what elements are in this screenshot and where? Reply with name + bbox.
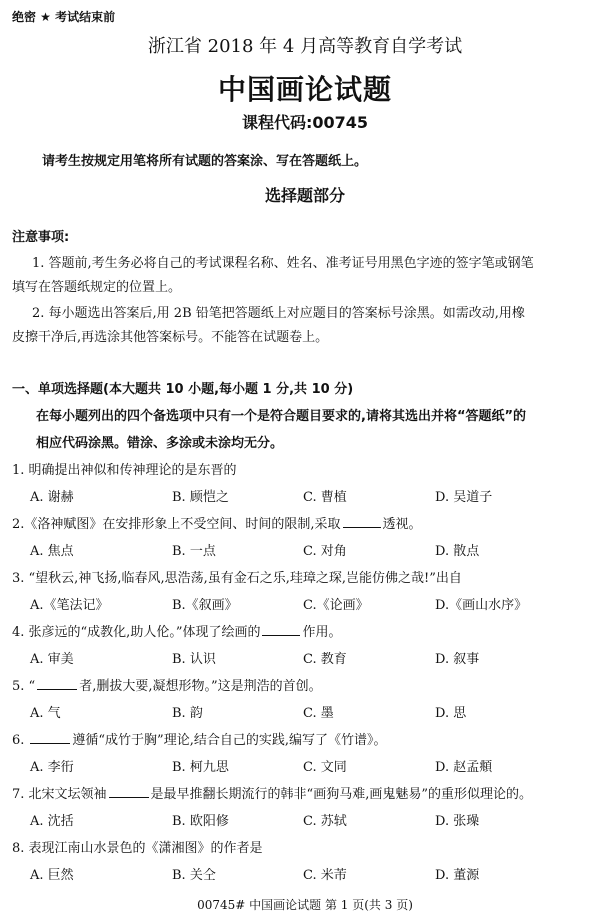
question-3 (12, 567, 462, 586)
part-1-desc-line-2: 相应代码涂黑。错涂、多涂或未涂均无分。 (36, 436, 284, 451)
question-2 (12, 513, 422, 532)
part-1-heading: 一、单项选择题(本大题共 10 小题,每小题 1 分,共 10 分) (12, 382, 354, 397)
q8-option-b: B. 关仝 (172, 868, 216, 883)
q2-option-c: C. 对角 (303, 544, 347, 559)
question-3-text: 3. “望秋云,神飞扬,临春风,思浩荡,虽有金石之乐,珪璋之琛,岂能仿佛之哉!”出自 (12, 571, 462, 586)
question-5-text-before: 5. “ (12, 679, 36, 694)
answer-blank (37, 688, 77, 690)
paper-title: 中国画论试题 (217, 73, 392, 106)
q4-option-a: A. 审美 (30, 652, 74, 667)
q6-option-a: A. 李衎 (30, 760, 74, 775)
q6-option-d: D. 赵孟頫 (435, 760, 493, 775)
question-2-text-before: 2.《洛神赋图》在安排形象上不受空间、时间的限制,采取 (12, 517, 341, 532)
section-title: 选择题部分 (264, 186, 345, 205)
q7-option-a: A. 沈括 (30, 814, 74, 829)
q5-option-c: C. 墨 (303, 706, 334, 721)
q7-option-c: C. 苏轼 (303, 814, 347, 829)
q1-option-a: A. 谢赫 (30, 490, 74, 505)
q7-option-b: B. 欧阳修 (172, 814, 229, 829)
part-1-desc-line-1: 在每小题列出的四个备选项中只有一个是符合题目要求的,请将其选出并将“答题纸”的 (36, 409, 527, 424)
note-1-line-1: 1. 答题前,考生务必将自己的考试课程名称、姓名、准考证号用黑色字迹的签字笔或钢笔 (32, 256, 534, 271)
q1-option-b: B. 顾恺之 (172, 490, 229, 505)
q5-option-d: D. 思 (435, 706, 467, 721)
q3-option-a: A.《笔法记》 (30, 598, 109, 613)
q3-option-b: B.《叙画》 (172, 598, 238, 613)
question-4-text-after: 作用。 (302, 625, 342, 640)
note-2-line-1: 2. 每小题选出答案后,用 2B 铅笔把答题纸上对应题目的答案标号涂黑。如需改动,用橡 (32, 306, 525, 321)
question-8-text: 8. 表现江南山水景色的《潇湘图》的作者是 (12, 841, 263, 856)
confidential-label: 绝密 ★ 考试结束前 (12, 10, 116, 24)
question-5 (12, 675, 322, 694)
answer-blank (109, 796, 149, 798)
question-6-text-before: 6. (12, 733, 25, 748)
question-5-text-after: 者,删拔大要,凝想形物。”这是荆浩的首创。 (79, 679, 322, 694)
q3-option-d: D.《画山水序》 (435, 598, 528, 613)
q5-option-a: A. 气 (30, 706, 61, 721)
answer-blank (262, 634, 300, 636)
general-instruction: 请考生按规定用笔将所有试题的答案涂、写在答题纸上。 (42, 154, 368, 169)
note-1-line-2: 填写在答题纸规定的位置上。 (12, 280, 182, 295)
q2-option-a: A. 焦点 (30, 544, 74, 559)
answer-blank (343, 526, 381, 528)
q4-option-b: B. 认识 (172, 652, 216, 667)
answer-blank (30, 742, 70, 744)
q8-option-c: C. 米芾 (303, 868, 347, 883)
q4-option-d: D. 叙事 (435, 652, 480, 667)
question-1 (12, 459, 237, 478)
question-6 (12, 729, 386, 748)
question-8 (12, 837, 263, 856)
question-4 (12, 621, 341, 640)
q7-option-d: D. 张璪 (435, 814, 480, 829)
question-2-text-after: 透视。 (382, 517, 422, 532)
page-footer: 00745# 中国画论试题 第 1 页(共 3 页) (197, 898, 413, 912)
q3-option-c: C.《论画》 (303, 598, 369, 613)
q6-option-b: B. 柯九思 (172, 760, 229, 775)
q2-option-d: D. 散点 (435, 544, 480, 559)
q6-option-c: C. 文同 (303, 760, 347, 775)
question-7 (12, 783, 532, 802)
q8-option-a: A. 巨然 (30, 868, 74, 883)
q1-option-d: D. 吴道子 (435, 490, 493, 505)
q2-option-b: B. 一点 (172, 544, 216, 559)
q4-option-c: C. 教育 (303, 652, 347, 667)
q5-option-b: B. 韵 (172, 706, 203, 721)
question-4-text-before: 4. 张彦远的“成教化,助人伦。”体现了绘画的 (12, 625, 261, 640)
question-6-text-after: 遵循“成竹于胸”理论,结合自己的实践,编写了《竹谱》。 (72, 733, 387, 748)
q1-option-c: C. 曹植 (303, 490, 347, 505)
note-2-line-2: 皮擦干净后,再选涂其他答案标号。不能答在试题卷上。 (12, 330, 329, 345)
course-code: 课程代码:00745 (241, 113, 369, 132)
notes-heading: 注意事项: (12, 230, 70, 245)
exam-title: 浙江省 2018 年 4 月高等教育自学考试 (147, 36, 463, 57)
question-1-text: 1. 明确提出神似和传神理论的是东晋的 (12, 463, 237, 478)
question-7-text-after: 是最早推翻长期流行的韩非“画狗马难,画鬼魅易”的重形似理论的。 (150, 787, 532, 802)
q8-option-d: D. 董源 (435, 868, 480, 883)
question-7-text-before: 7. 北宋文坛领袖 (12, 787, 107, 802)
